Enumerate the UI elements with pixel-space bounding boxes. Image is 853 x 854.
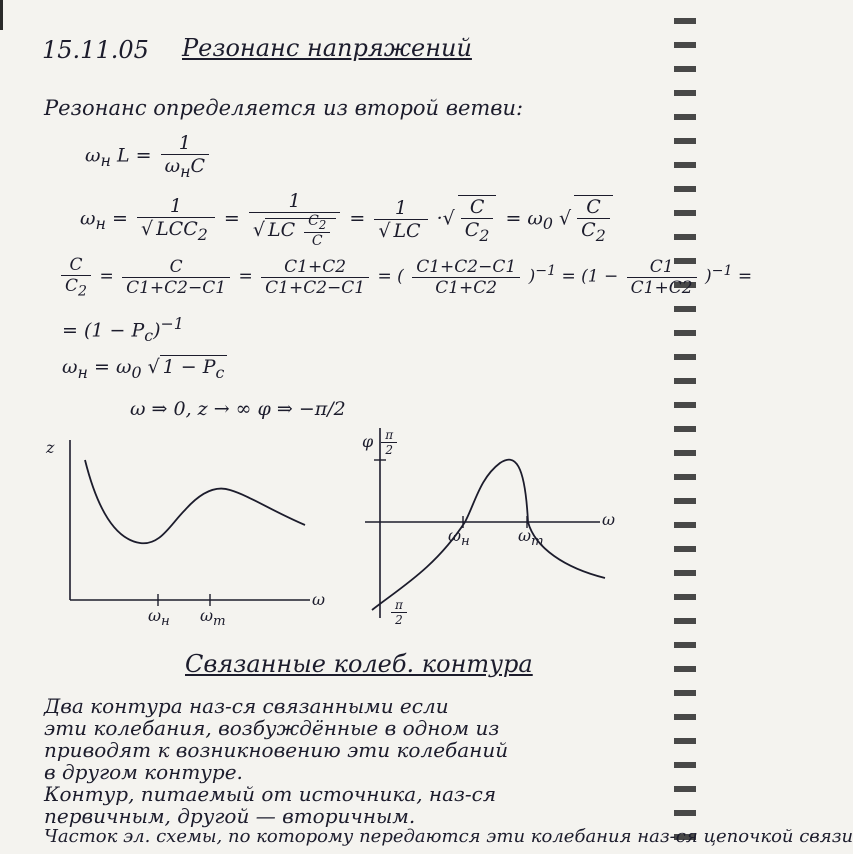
impedance-x-label: ω: [312, 590, 326, 609]
equation-limit-behavior: ω ⇒ 0, z → ∞ φ ⇒ −π/2: [130, 398, 346, 420]
impedance-graph: [40, 430, 340, 630]
note-title: Резонанс напряжений: [182, 34, 472, 62]
paragraph-line-6: первичным, другой — вторичным.: [44, 804, 416, 828]
phase-bottom-label: $\frac{\pi}{2}$: [388, 598, 410, 627]
paragraph-line-2: эти колебания, возбуждённые в одном из: [44, 716, 500, 740]
paragraph-line-5: Контур, питаемый от источника, наз-ся: [44, 782, 497, 806]
equation-coupling-factor: = $(1 - P_c)^{-1}$: [62, 314, 184, 346]
impedance-curve: [85, 460, 305, 543]
paragraph-line-4: в другом контуре.: [44, 760, 243, 784]
equation-resonant-omega: $\omega_н = \omega_0$ √ $1 - P_c$: [62, 356, 227, 382]
section-title: Связанные колеб. контура: [185, 650, 533, 678]
phase-curve: [372, 460, 605, 610]
text-line-1: Резонанс определяется из второй ветви:: [44, 96, 524, 120]
paragraph-line-7: Часток эл. схемы, по которому передаются эти колебания наз-ся цепочкой связи: [44, 826, 853, 847]
equation-resonance-frequency: $\omega_н$ = $\frac{1}{√ LCC_2}$ = 1 √ LC $\frac{C_2}{C}$ = $\frac{1}{√ LC}$ ·√ $\frac{C}{C_2}$ = $\omega_0$ √ $\frac{C}{C_2}$: [80, 190, 616, 249]
phase-tick-label-2: $\omega_т$: [518, 526, 544, 550]
equation-resonance-condition: $\omega_н$ L = $\frac{1}{\omega_нC}$: [85, 132, 212, 181]
note-date: 15.11.05: [42, 36, 149, 64]
impedance-graph-svg: [40, 430, 340, 620]
paragraph-line-1: Два контура наз-ся связанными если: [44, 694, 449, 718]
phase-graph: [350, 428, 630, 628]
phase-tick-label-1: $\omega_н$: [448, 526, 470, 550]
equation-capacitance-ratio: $\frac{C}{C_2}$ = $\frac{C}{C1+C2-C1}$ = $\frac{C1+C2}{C1+C2-C1}$ = ( $\frac{C1+C2-C1}{C1+C2}$ )$^{-1}$ = (1 − $\frac{C1}{C1+C2}$ )$^{-1}$ =: [58, 255, 752, 299]
impedance-tick-label-2: $\omega_т$: [200, 606, 226, 630]
phase-x-label: ω: [602, 510, 616, 529]
impedance-tick-label-1: $\omega_н$: [148, 606, 170, 630]
spiral-binding-edge: [674, 0, 696, 854]
phase-y-label: φ $\frac{\pi}{2}$: [362, 428, 400, 457]
paragraph-line-3: приводят к возникновению эти колебаний: [44, 738, 509, 762]
page-corner-mark: [0, 0, 17, 30]
impedance-y-label: z: [46, 438, 55, 457]
